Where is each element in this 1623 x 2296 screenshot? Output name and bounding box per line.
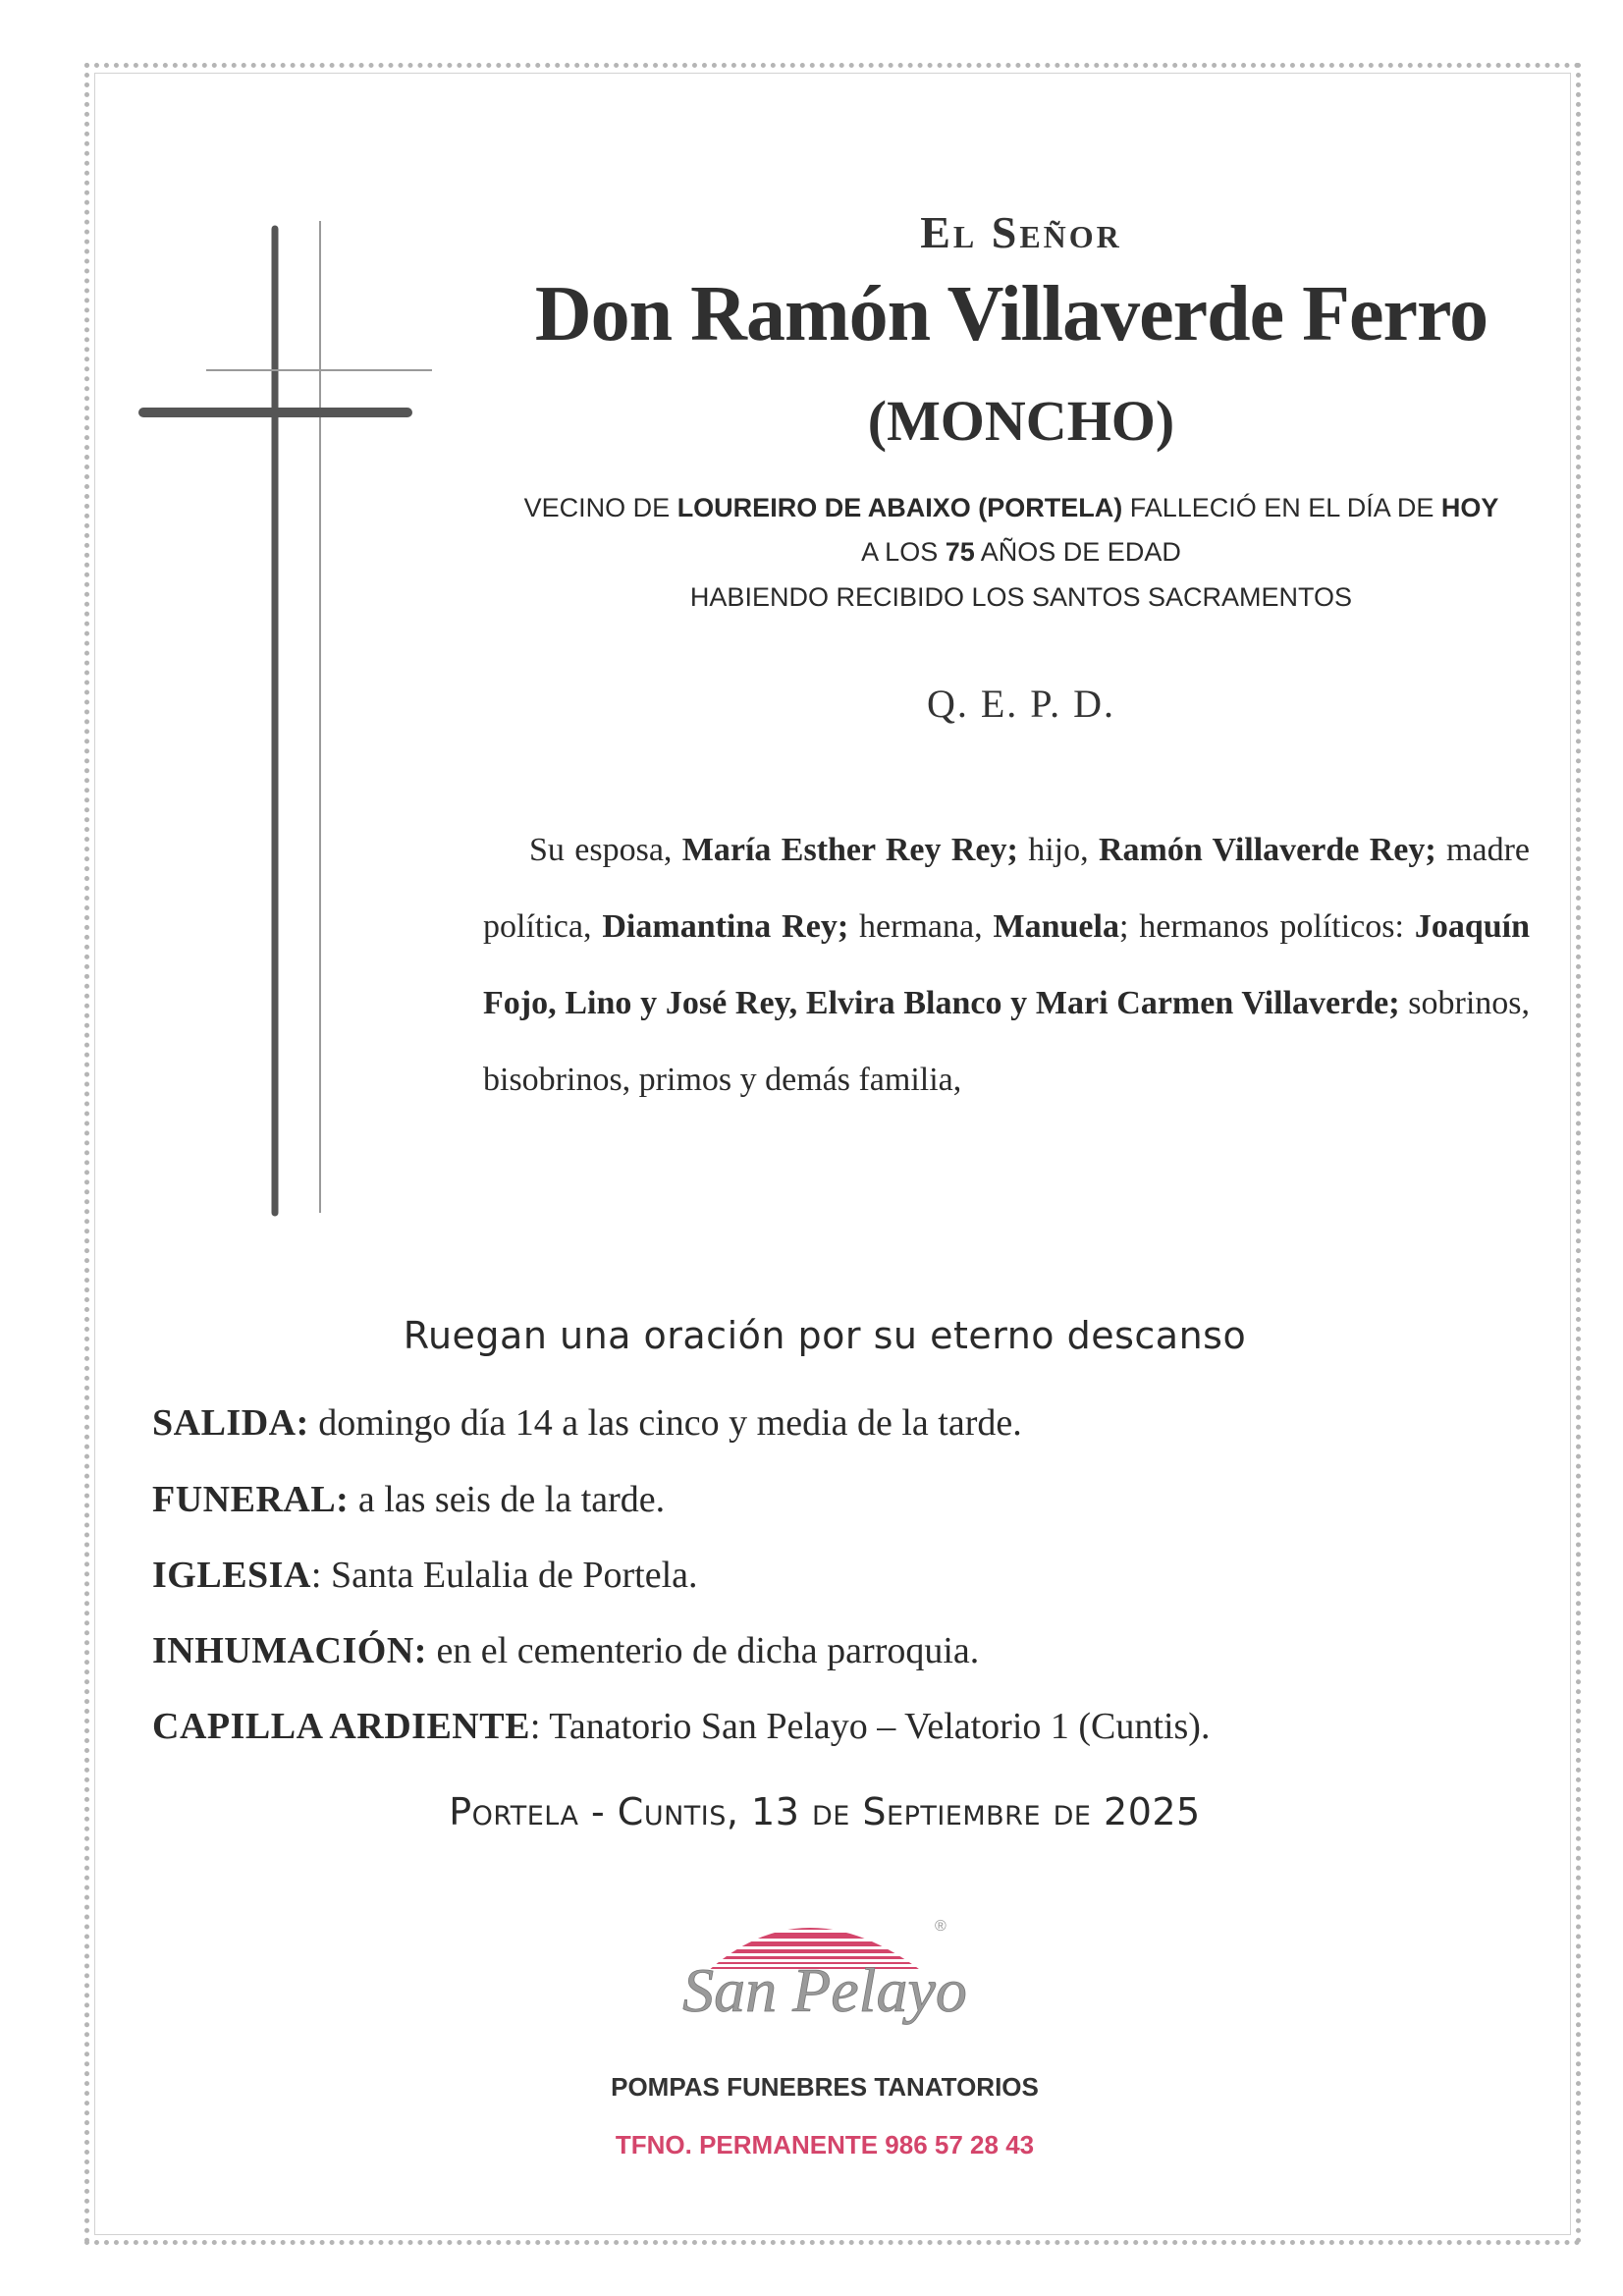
family-member-name: Manuela: [993, 908, 1119, 945]
family-text: madre política,: [483, 832, 1531, 945]
prayer-request: Ruegan una oración por su eterno descanso: [403, 1314, 1247, 1357]
family-text: hijo,: [1017, 832, 1099, 868]
registered-mark: ®: [935, 1918, 947, 1935]
family-paragraph: [483, 812, 1530, 1119]
family-member-name: María Esther Rey Rey;: [681, 832, 1018, 868]
sacraments-line: HABIENDO RECIBIDO LOS SANTOS SACRAMENTOS: [689, 582, 1353, 612]
detail-iglesia: IGLESIA: Santa Eulalia de Portela.: [152, 1555, 698, 1596]
detail-funeral: FUNERAL: a las seis de la tarde.: [152, 1479, 666, 1520]
dateline: Portela - Cuntis, 13 de Septiembre de 2025: [449, 1790, 1201, 1833]
family-member-name: Ramón Villaverde Rey;: [1099, 832, 1436, 868]
company-name: POMPAS FUNEBRES TANATORIOS: [611, 2072, 1039, 2102]
family-text: sobrinos, bisobrinos, primos y demás familia,: [483, 985, 1531, 1098]
detail-capilla: CAPILLA ARDIENTE: Tanatorio San Pelayo – Velatorio 1 (Cuntis).: [152, 1706, 1211, 1747]
family-member-name: Joaquín Fojo, Lino y José Rey, Elvira Blanco y Mari Carmen Villaverde;: [483, 908, 1531, 1021]
deceased-alias: (MONCHO): [867, 389, 1175, 453]
family-member-name: Diamantina Rey;: [602, 908, 849, 945]
detail-inhumacion: INHUMACIÓN: en el cementerio de dicha parroquia.: [152, 1630, 980, 1671]
family-text: hermana,: [848, 908, 994, 945]
cross-icon: [137, 221, 452, 1223]
deceased-name: Don Ramón Villaverde Ferro: [534, 271, 1488, 357]
san-pelayo-logo: [668, 1893, 982, 2050]
qepd: Q. E. P. D.: [926, 682, 1116, 726]
detail-salida: SALIDA: domingo día 14 a las cinco y media de la tarde.: [152, 1402, 1022, 1444]
residence-line: VECINO DE LOUREIRO DE ABAIXO (PORTELA) FALLECIÓ EN EL DÍA DE HOY: [523, 493, 1499, 522]
phone-number: TFNO. PERMANENTE 986 57 28 43: [615, 2130, 1035, 2159]
age-line: A LOS 75 AÑOS DE EDAD: [861, 537, 1181, 567]
logo-text: San Pelayo: [682, 1955, 967, 2025]
family-text: ; hermanos políticos:: [1118, 908, 1415, 945]
family-text: Su esposa,: [529, 832, 682, 868]
honorific: El Señor: [920, 207, 1122, 257]
